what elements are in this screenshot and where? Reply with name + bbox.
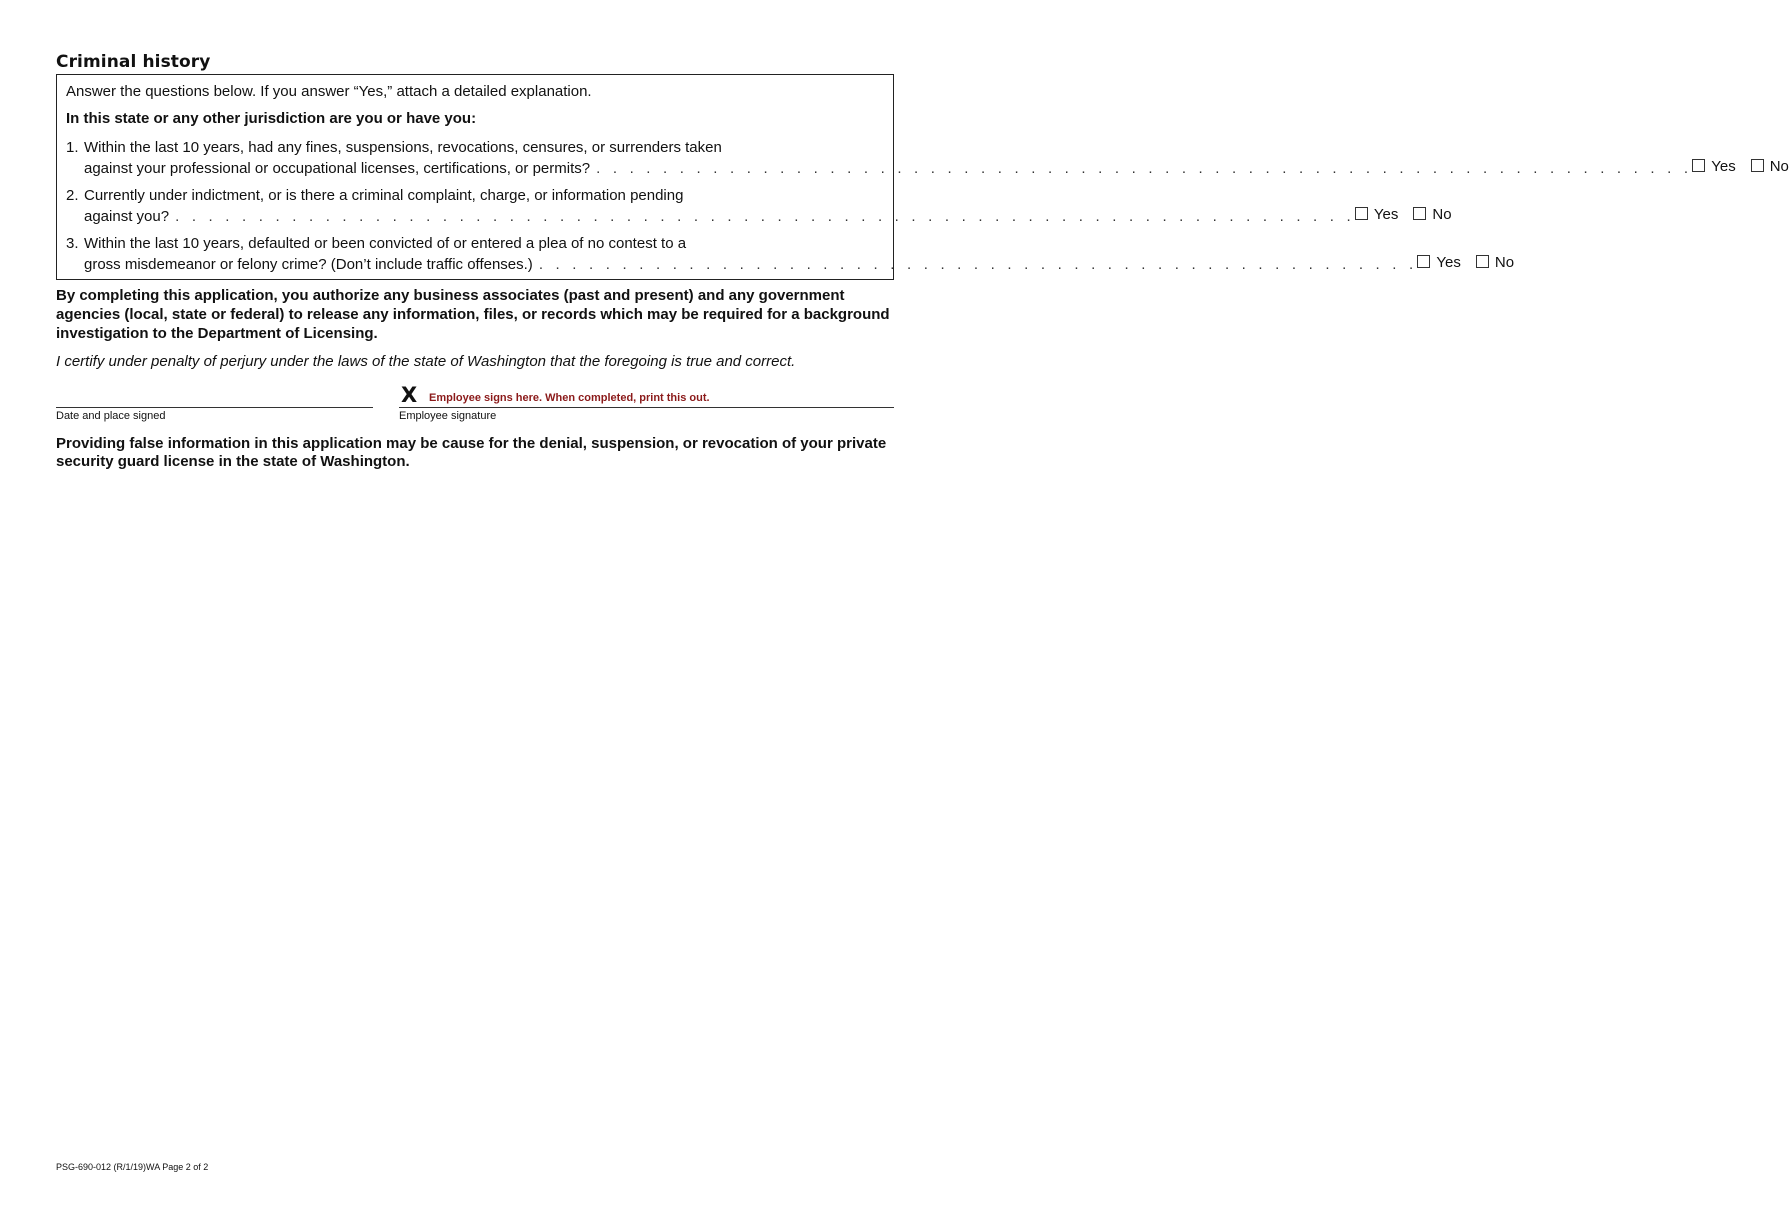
- question-number: 3.: [66, 235, 79, 252]
- yes-label: Yes: [1711, 158, 1736, 175]
- signature-row: [56, 385, 894, 423]
- no-label: No: [1494, 254, 1515, 271]
- no-label: No: [1432, 206, 1452, 223]
- question-number: 2.: [66, 187, 79, 204]
- sign-here-x-icon: X: [401, 383, 418, 407]
- checkbox-icon[interactable]: [1417, 255, 1430, 268]
- leader-dots: . . . . . . . . . . . . . . . . . . . . . . . . . . . . . . . . . . . . . . . . . . . . . . . . . . . . . . . . . . . . . . . . . .: [596, 160, 1693, 177]
- date-place-label: Date and place signed: [56, 410, 166, 422]
- date-place-input-line[interactable]: [56, 385, 373, 408]
- question-2: [66, 186, 1452, 226]
- leader-dots: . . . . . . . . . . . . . . . . . . . . . . . . . . . . . . . . . . . . . . . . . . . . . . . . . . . . . . . . . . . . . . . . . . . . . . .: [175, 208, 1355, 225]
- question-3-yes-checkbox[interactable]: [1417, 253, 1460, 272]
- instructions: Answer the questions below. If you answer “Yes,” attach a detailed explanation.: [66, 83, 592, 100]
- criminal-history-box: [56, 74, 1789, 280]
- no-label: No: [1769, 158, 1789, 175]
- checkbox-icon[interactable]: [1413, 207, 1426, 220]
- employee-signature-input-line[interactable]: [399, 385, 894, 408]
- question-text-line2: against you?: [84, 208, 170, 225]
- form-footer: PSG-690-012 (R/1/19)WA Page 2 of 2: [56, 1162, 209, 1172]
- question-3-no-checkbox[interactable]: [1476, 253, 1514, 272]
- question-text-line2: gross misdemeanor or felony crime? (Don’t include traffic offenses.): [84, 256, 533, 273]
- question-text-line1: Within the last 10 years, defaulted or been convicted of or entered a plea of no contest to a: [84, 235, 687, 252]
- question-text-line2: against your professional or occupational licenses, certifications, or permits?: [84, 160, 591, 177]
- checkbox-icon[interactable]: [1476, 255, 1489, 268]
- date-place-field: [56, 385, 373, 423]
- question-text-line1: Currently under indictment, or is there a criminal complaint, charge, or information pending: [84, 187, 684, 204]
- checkbox-icon[interactable]: [1751, 159, 1764, 172]
- perjury-certification: I certify under penalty of perjury under the laws of the state of Washington that the foregoing is true and correct.: [56, 353, 796, 370]
- section-title: Criminal history: [56, 52, 211, 72]
- authorization-statement: By completing this application, you authorize any business associates (past and present) and any government agencies (local, state or federal) to release any information, files, or records which may be required for a background investigation to the Department of Licensing.: [56, 287, 890, 342]
- form-page: [56, 52, 1789, 471]
- question-1-yes-checkbox[interactable]: [1692, 157, 1735, 176]
- yes-label: Yes: [1436, 254, 1461, 271]
- leader-dots: . . . . . . . . . . . . . . . . . . . . . . . . . . . . . . . . . . . . . . . . . . . . . . . . . . . . .: [538, 256, 1418, 273]
- employee-signature-field: [399, 385, 894, 423]
- false-information-warning: Providing false information in this application may be cause for the denial, suspension, or revocation of your private security guard license in the state of Washington.: [56, 435, 887, 470]
- sign-here-hint: Employee signs here. When completed, print this out.: [429, 392, 710, 404]
- jurisdiction-question-lead: In this state or any other jurisdiction are you or have you:: [66, 110, 477, 127]
- employee-signature-label: Employee signature: [399, 410, 497, 422]
- question-2-yes-checkbox[interactable]: [1355, 205, 1398, 224]
- question-2-no-checkbox[interactable]: [1413, 205, 1451, 224]
- checkbox-icon[interactable]: [1692, 159, 1705, 172]
- question-1-no-checkbox[interactable]: [1751, 157, 1789, 176]
- checkbox-icon[interactable]: [1355, 207, 1368, 220]
- question-3: [66, 234, 1515, 274]
- question-text-line1: Within the last 10 years, had any fines, suspensions, revocations, censures, or surrenders taken: [84, 139, 722, 156]
- question-number: 1.: [66, 139, 79, 156]
- yes-label: Yes: [1373, 206, 1399, 223]
- question-1: [66, 138, 1789, 178]
